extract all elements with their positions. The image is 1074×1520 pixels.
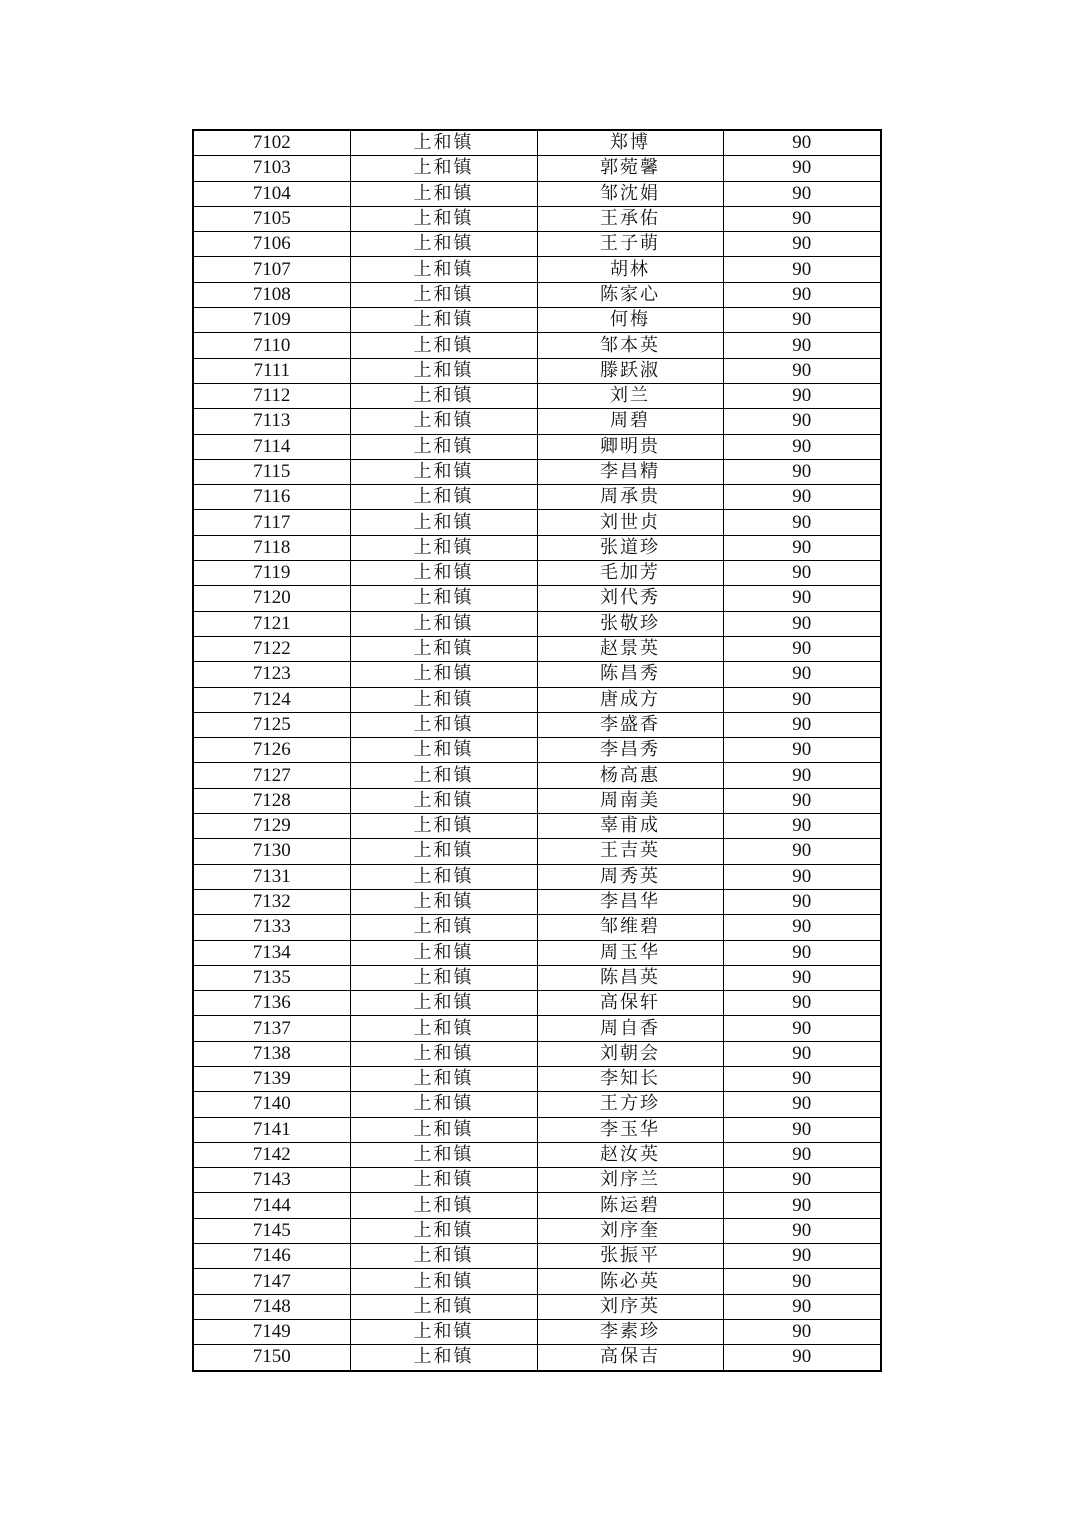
id-cell: 7118 bbox=[193, 535, 350, 560]
town-cell: 上和镇 bbox=[350, 839, 537, 864]
town-cell: 上和镇 bbox=[350, 1117, 537, 1142]
id-cell: 7113 bbox=[193, 409, 350, 434]
town-cell: 上和镇 bbox=[350, 358, 537, 383]
table-row bbox=[193, 358, 881, 383]
id-cell: 7145 bbox=[193, 1218, 350, 1243]
score-cell: 90 bbox=[723, 1117, 881, 1142]
id-cell: 7149 bbox=[193, 1319, 350, 1344]
score-cell: 90 bbox=[723, 611, 881, 636]
score-cell: 90 bbox=[723, 864, 881, 889]
town-cell: 上和镇 bbox=[350, 282, 537, 307]
name-cell: 李昌秀 bbox=[537, 738, 723, 763]
id-cell: 7121 bbox=[193, 611, 350, 636]
id-cell: 7128 bbox=[193, 788, 350, 813]
town-cell: 上和镇 bbox=[350, 965, 537, 990]
score-cell: 90 bbox=[723, 814, 881, 839]
table-row bbox=[193, 257, 881, 282]
name-cell: 邹本英 bbox=[537, 333, 723, 358]
table-row bbox=[193, 1244, 881, 1269]
score-cell: 90 bbox=[723, 1319, 881, 1344]
table-row bbox=[193, 965, 881, 990]
table-row bbox=[193, 662, 881, 687]
name-cell: 周碧 bbox=[537, 409, 723, 434]
table-row bbox=[193, 1269, 881, 1294]
name-cell: 杨高惠 bbox=[537, 763, 723, 788]
score-cell: 90 bbox=[723, 738, 881, 763]
name-cell: 周自香 bbox=[537, 1016, 723, 1041]
name-cell: 刘朝会 bbox=[537, 1041, 723, 1066]
table-row bbox=[193, 940, 881, 965]
name-cell: 周承贵 bbox=[537, 485, 723, 510]
town-cell: 上和镇 bbox=[350, 510, 537, 535]
id-cell: 7131 bbox=[193, 864, 350, 889]
table-row bbox=[193, 1345, 881, 1371]
score-cell: 90 bbox=[723, 434, 881, 459]
town-cell: 上和镇 bbox=[350, 586, 537, 611]
id-cell: 7133 bbox=[193, 915, 350, 940]
id-cell: 7132 bbox=[193, 889, 350, 914]
name-cell: 毛加芳 bbox=[537, 561, 723, 586]
town-cell: 上和镇 bbox=[350, 257, 537, 282]
score-cell: 90 bbox=[723, 1269, 881, 1294]
id-cell: 7116 bbox=[193, 485, 350, 510]
id-cell: 7137 bbox=[193, 1016, 350, 1041]
name-cell: 周南美 bbox=[537, 788, 723, 813]
name-cell: 辜甫成 bbox=[537, 814, 723, 839]
id-cell: 7148 bbox=[193, 1294, 350, 1319]
table-row bbox=[193, 636, 881, 661]
score-cell: 90 bbox=[723, 991, 881, 1016]
id-cell: 7124 bbox=[193, 687, 350, 712]
name-cell: 唐成方 bbox=[537, 687, 723, 712]
name-cell: 刘序奎 bbox=[537, 1218, 723, 1243]
town-cell: 上和镇 bbox=[350, 915, 537, 940]
score-cell: 90 bbox=[723, 889, 881, 914]
table-row bbox=[193, 383, 881, 408]
name-cell: 王子萌 bbox=[537, 232, 723, 257]
name-cell: 王吉英 bbox=[537, 839, 723, 864]
id-cell: 7130 bbox=[193, 839, 350, 864]
name-cell: 赵景英 bbox=[537, 636, 723, 661]
town-cell: 上和镇 bbox=[350, 1016, 537, 1041]
id-cell: 7150 bbox=[193, 1345, 350, 1371]
town-cell: 上和镇 bbox=[350, 687, 537, 712]
table-row bbox=[193, 409, 881, 434]
id-cell: 7126 bbox=[193, 738, 350, 763]
name-cell: 张道珍 bbox=[537, 535, 723, 560]
town-cell: 上和镇 bbox=[350, 383, 537, 408]
name-cell: 陈昌秀 bbox=[537, 662, 723, 687]
id-cell: 7146 bbox=[193, 1244, 350, 1269]
town-cell: 上和镇 bbox=[350, 1168, 537, 1193]
table-row bbox=[193, 889, 881, 914]
score-cell: 90 bbox=[723, 510, 881, 535]
score-cell: 90 bbox=[723, 687, 881, 712]
id-cell: 7134 bbox=[193, 940, 350, 965]
name-cell: 李知长 bbox=[537, 1066, 723, 1091]
score-cell: 90 bbox=[723, 232, 881, 257]
town-cell: 上和镇 bbox=[350, 1319, 537, 1344]
town-cell: 上和镇 bbox=[350, 434, 537, 459]
name-cell: 刘序兰 bbox=[537, 1168, 723, 1193]
town-cell: 上和镇 bbox=[350, 1066, 537, 1091]
town-cell: 上和镇 bbox=[350, 864, 537, 889]
town-cell: 上和镇 bbox=[350, 611, 537, 636]
id-cell: 7125 bbox=[193, 712, 350, 737]
score-cell: 90 bbox=[723, 130, 881, 156]
name-cell: 李昌华 bbox=[537, 889, 723, 914]
table-row bbox=[193, 561, 881, 586]
id-cell: 7108 bbox=[193, 282, 350, 307]
id-cell: 7147 bbox=[193, 1269, 350, 1294]
id-cell: 7107 bbox=[193, 257, 350, 282]
town-cell: 上和镇 bbox=[350, 1193, 537, 1218]
town-cell: 上和镇 bbox=[350, 1269, 537, 1294]
town-cell: 上和镇 bbox=[350, 206, 537, 231]
name-cell: 郭菀馨 bbox=[537, 156, 723, 181]
table-row bbox=[193, 1294, 881, 1319]
town-cell: 上和镇 bbox=[350, 991, 537, 1016]
id-cell: 7140 bbox=[193, 1092, 350, 1117]
town-cell: 上和镇 bbox=[350, 1345, 537, 1371]
name-cell: 王方珍 bbox=[537, 1092, 723, 1117]
name-cell: 陈必英 bbox=[537, 1269, 723, 1294]
table-row bbox=[193, 1016, 881, 1041]
score-cell: 90 bbox=[723, 915, 881, 940]
table-row bbox=[193, 687, 881, 712]
table-row bbox=[193, 763, 881, 788]
score-cell: 90 bbox=[723, 409, 881, 434]
score-cell: 90 bbox=[723, 662, 881, 687]
score-cell: 90 bbox=[723, 636, 881, 661]
town-cell: 上和镇 bbox=[350, 940, 537, 965]
table-row bbox=[193, 611, 881, 636]
table-row bbox=[193, 459, 881, 484]
score-cell: 90 bbox=[723, 181, 881, 206]
town-cell: 上和镇 bbox=[350, 409, 537, 434]
id-cell: 7117 bbox=[193, 510, 350, 535]
table-row bbox=[193, 485, 881, 510]
id-cell: 7102 bbox=[193, 130, 350, 156]
town-cell: 上和镇 bbox=[350, 636, 537, 661]
town-cell: 上和镇 bbox=[350, 308, 537, 333]
score-cell: 90 bbox=[723, 1193, 881, 1218]
score-cell: 90 bbox=[723, 561, 881, 586]
name-cell: 陈昌英 bbox=[537, 965, 723, 990]
id-cell: 7103 bbox=[193, 156, 350, 181]
id-cell: 7115 bbox=[193, 459, 350, 484]
town-cell: 上和镇 bbox=[350, 1244, 537, 1269]
score-cell: 90 bbox=[723, 1066, 881, 1091]
table-row bbox=[193, 1168, 881, 1193]
town-cell: 上和镇 bbox=[350, 788, 537, 813]
table-row bbox=[193, 1066, 881, 1091]
score-cell: 90 bbox=[723, 282, 881, 307]
table-row bbox=[193, 282, 881, 307]
town-cell: 上和镇 bbox=[350, 1218, 537, 1243]
name-cell: 刘世贞 bbox=[537, 510, 723, 535]
town-cell: 上和镇 bbox=[350, 130, 537, 156]
score-cell: 90 bbox=[723, 839, 881, 864]
table-row bbox=[193, 130, 881, 156]
score-cell: 90 bbox=[723, 1244, 881, 1269]
id-cell: 7123 bbox=[193, 662, 350, 687]
score-cell: 90 bbox=[723, 712, 881, 737]
table-row bbox=[193, 1117, 881, 1142]
name-cell: 邹沈娟 bbox=[537, 181, 723, 206]
table-row bbox=[193, 156, 881, 181]
id-cell: 7109 bbox=[193, 308, 350, 333]
id-cell: 7111 bbox=[193, 358, 350, 383]
name-cell: 刘兰 bbox=[537, 383, 723, 408]
name-cell: 陈运碧 bbox=[537, 1193, 723, 1218]
town-cell: 上和镇 bbox=[350, 1294, 537, 1319]
score-cell: 90 bbox=[723, 485, 881, 510]
table-row bbox=[193, 1092, 881, 1117]
name-cell: 周秀英 bbox=[537, 864, 723, 889]
id-cell: 7106 bbox=[193, 232, 350, 257]
town-cell: 上和镇 bbox=[350, 1092, 537, 1117]
table-row bbox=[193, 991, 881, 1016]
id-cell: 7129 bbox=[193, 814, 350, 839]
table-row bbox=[193, 738, 881, 763]
id-cell: 7112 bbox=[193, 383, 350, 408]
table-row bbox=[193, 1218, 881, 1243]
table-row bbox=[193, 206, 881, 231]
name-cell: 张敬珍 bbox=[537, 611, 723, 636]
name-cell: 何梅 bbox=[537, 308, 723, 333]
id-cell: 7135 bbox=[193, 965, 350, 990]
id-cell: 7105 bbox=[193, 206, 350, 231]
name-cell: 赵汝英 bbox=[537, 1142, 723, 1167]
score-cell: 90 bbox=[723, 788, 881, 813]
name-cell: 刘序英 bbox=[537, 1294, 723, 1319]
score-cell: 90 bbox=[723, 459, 881, 484]
score-cell: 90 bbox=[723, 940, 881, 965]
town-cell: 上和镇 bbox=[350, 485, 537, 510]
id-cell: 7104 bbox=[193, 181, 350, 206]
score-cell: 90 bbox=[723, 206, 881, 231]
score-cell: 90 bbox=[723, 257, 881, 282]
town-cell: 上和镇 bbox=[350, 459, 537, 484]
id-cell: 7141 bbox=[193, 1117, 350, 1142]
table-row bbox=[193, 864, 881, 889]
name-cell: 王承佑 bbox=[537, 206, 723, 231]
id-cell: 7127 bbox=[193, 763, 350, 788]
name-cell: 陈家心 bbox=[537, 282, 723, 307]
table-row bbox=[193, 915, 881, 940]
name-cell: 李昌精 bbox=[537, 459, 723, 484]
table-row bbox=[193, 1142, 881, 1167]
town-cell: 上和镇 bbox=[350, 662, 537, 687]
town-cell: 上和镇 bbox=[350, 712, 537, 737]
table-row bbox=[193, 1041, 881, 1066]
name-cell: 郑博 bbox=[537, 130, 723, 156]
table-row bbox=[193, 333, 881, 358]
score-cell: 90 bbox=[723, 965, 881, 990]
id-cell: 7138 bbox=[193, 1041, 350, 1066]
id-cell: 7114 bbox=[193, 434, 350, 459]
town-cell: 上和镇 bbox=[350, 1041, 537, 1066]
town-cell: 上和镇 bbox=[350, 181, 537, 206]
name-cell: 高保吉 bbox=[537, 1345, 723, 1371]
score-cell: 90 bbox=[723, 763, 881, 788]
score-cell: 90 bbox=[723, 1168, 881, 1193]
town-cell: 上和镇 bbox=[350, 232, 537, 257]
score-cell: 90 bbox=[723, 535, 881, 560]
town-cell: 上和镇 bbox=[350, 156, 537, 181]
name-cell: 李盛香 bbox=[537, 712, 723, 737]
name-cell: 邹维碧 bbox=[537, 915, 723, 940]
name-cell: 李玉华 bbox=[537, 1117, 723, 1142]
town-cell: 上和镇 bbox=[350, 763, 537, 788]
id-cell: 7110 bbox=[193, 333, 350, 358]
table-row bbox=[193, 535, 881, 560]
score-cell: 90 bbox=[723, 1294, 881, 1319]
score-cell: 90 bbox=[723, 1041, 881, 1066]
roster-table-body bbox=[193, 130, 881, 1371]
name-cell: 滕跃淑 bbox=[537, 358, 723, 383]
name-cell: 张振平 bbox=[537, 1244, 723, 1269]
name-cell: 卿明贵 bbox=[537, 434, 723, 459]
town-cell: 上和镇 bbox=[350, 1142, 537, 1167]
id-cell: 7144 bbox=[193, 1193, 350, 1218]
score-cell: 90 bbox=[723, 156, 881, 181]
id-cell: 7122 bbox=[193, 636, 350, 661]
score-cell: 90 bbox=[723, 1092, 881, 1117]
town-cell: 上和镇 bbox=[350, 561, 537, 586]
id-cell: 7143 bbox=[193, 1168, 350, 1193]
table-row bbox=[193, 586, 881, 611]
id-cell: 7139 bbox=[193, 1066, 350, 1091]
table-row bbox=[193, 308, 881, 333]
score-cell: 90 bbox=[723, 1218, 881, 1243]
table-row bbox=[193, 434, 881, 459]
name-cell: 刘代秀 bbox=[537, 586, 723, 611]
roster-table bbox=[192, 129, 882, 1372]
score-cell: 90 bbox=[723, 308, 881, 333]
id-cell: 7120 bbox=[193, 586, 350, 611]
table-row bbox=[193, 814, 881, 839]
town-cell: 上和镇 bbox=[350, 814, 537, 839]
town-cell: 上和镇 bbox=[350, 333, 537, 358]
town-cell: 上和镇 bbox=[350, 535, 537, 560]
score-cell: 90 bbox=[723, 358, 881, 383]
score-cell: 90 bbox=[723, 383, 881, 408]
score-cell: 90 bbox=[723, 333, 881, 358]
table-row bbox=[193, 1319, 881, 1344]
id-cell: 7136 bbox=[193, 991, 350, 1016]
score-cell: 90 bbox=[723, 1345, 881, 1371]
score-cell: 90 bbox=[723, 1016, 881, 1041]
table-row bbox=[193, 712, 881, 737]
table-row bbox=[193, 510, 881, 535]
score-cell: 90 bbox=[723, 586, 881, 611]
town-cell: 上和镇 bbox=[350, 889, 537, 914]
id-cell: 7142 bbox=[193, 1142, 350, 1167]
table-row bbox=[193, 839, 881, 864]
name-cell: 高保轩 bbox=[537, 991, 723, 1016]
table-row bbox=[193, 232, 881, 257]
table-row bbox=[193, 1193, 881, 1218]
score-cell: 90 bbox=[723, 1142, 881, 1167]
name-cell: 周玉华 bbox=[537, 940, 723, 965]
table-row bbox=[193, 181, 881, 206]
table-row bbox=[193, 788, 881, 813]
name-cell: 李素珍 bbox=[537, 1319, 723, 1344]
name-cell: 胡林 bbox=[537, 257, 723, 282]
id-cell: 7119 bbox=[193, 561, 350, 586]
town-cell: 上和镇 bbox=[350, 738, 537, 763]
